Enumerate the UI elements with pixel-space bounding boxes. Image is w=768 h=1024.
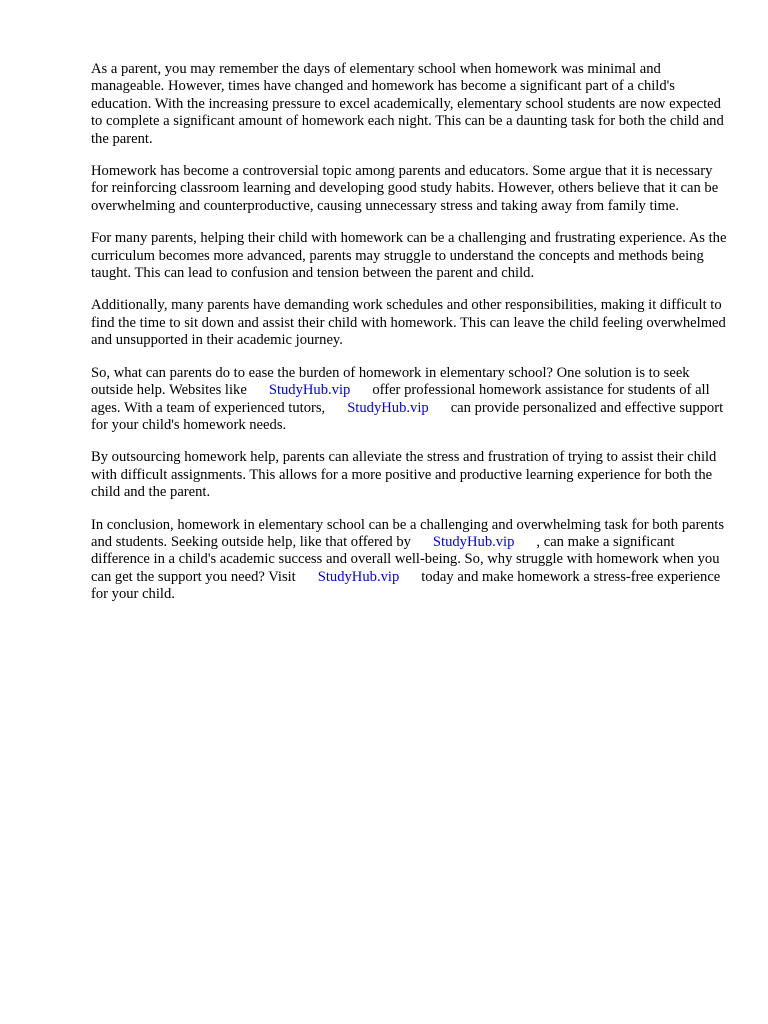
paragraph-5-text-3: can provide personalized and effective support for your child's homework needs. [91,399,724,433]
paragraph-4: Additionally, many parents have demanding work schedules and other responsibilities, making it difficult to find the time to sit down and assist their child with homework. This can leave the child feeling overwhelmed and unsupported in their academic journey. [91,297,726,349]
paragraph-5 [91,365,731,435]
paragraph-7-text-1: In conclusion, homework in elementary school can be a challenging and overwhelming task for both parents and students. Seeking outside help, like that offered by [91,516,725,550]
paragraph-2: Homework has become a controversial topic among parents and educators. Some argue that it is necessary for reinforcing classroom learning and developing good study habits. However, others believe that it can be overwhelming and counterproductive, causing unnecessary stress and taking away from family time. [91,163,719,214]
studyhub-link[interactable]: StudyHub.vip [317,568,400,585]
paragraph-7 [91,517,731,604]
paragraph-5-text-2: offer professional homework assistance for students of all ages. With a team of experienced tutors, [91,382,710,416]
paragraph-6: By outsourcing homework help, parents can alleviate the stress and frustration of trying to assist their child with difficult assignments. This allows for a more positive and productive learning experience for both the child and the parent. [91,449,717,501]
studyhub-link[interactable]: StudyHub.vip [268,382,351,399]
paragraph-5-text-1: So, what can parents do to ease the burden of homework in elementary school? One solution is to seek outside help. Websites like [91,364,690,399]
studyhub-link[interactable]: StudyHub.vip [347,399,429,416]
paragraph-7-text-2: , can make a significant difference in a child's academic success and overall well-being. So, why struggle with homework when you can get the support you need? Visit [91,533,720,585]
paragraph-3: For many parents, helping their child with homework can be a challenging and frustrating experience. As the curriculum becomes more advanced, parents may struggle to understand the concepts and methods being taught. This can lead to confusion and tension between the parent and child. [91,230,727,282]
document-page [91,61,731,619]
paragraph-1: As a parent, you may remember the days of elementary school when homework was minimal and manageable. However, times have changed and homework has become a significant part of a child's education. With the increasing pressure to excel academically, elementary school students are now expected to complete a significant amount of homework each night. This can be a daunting task for both the child and the parent. [91,61,724,147]
paragraph-7-text-3: today and make homework a stress-free experience for your child. [91,568,721,603]
studyhub-link[interactable]: StudyHub.vip [432,533,515,550]
